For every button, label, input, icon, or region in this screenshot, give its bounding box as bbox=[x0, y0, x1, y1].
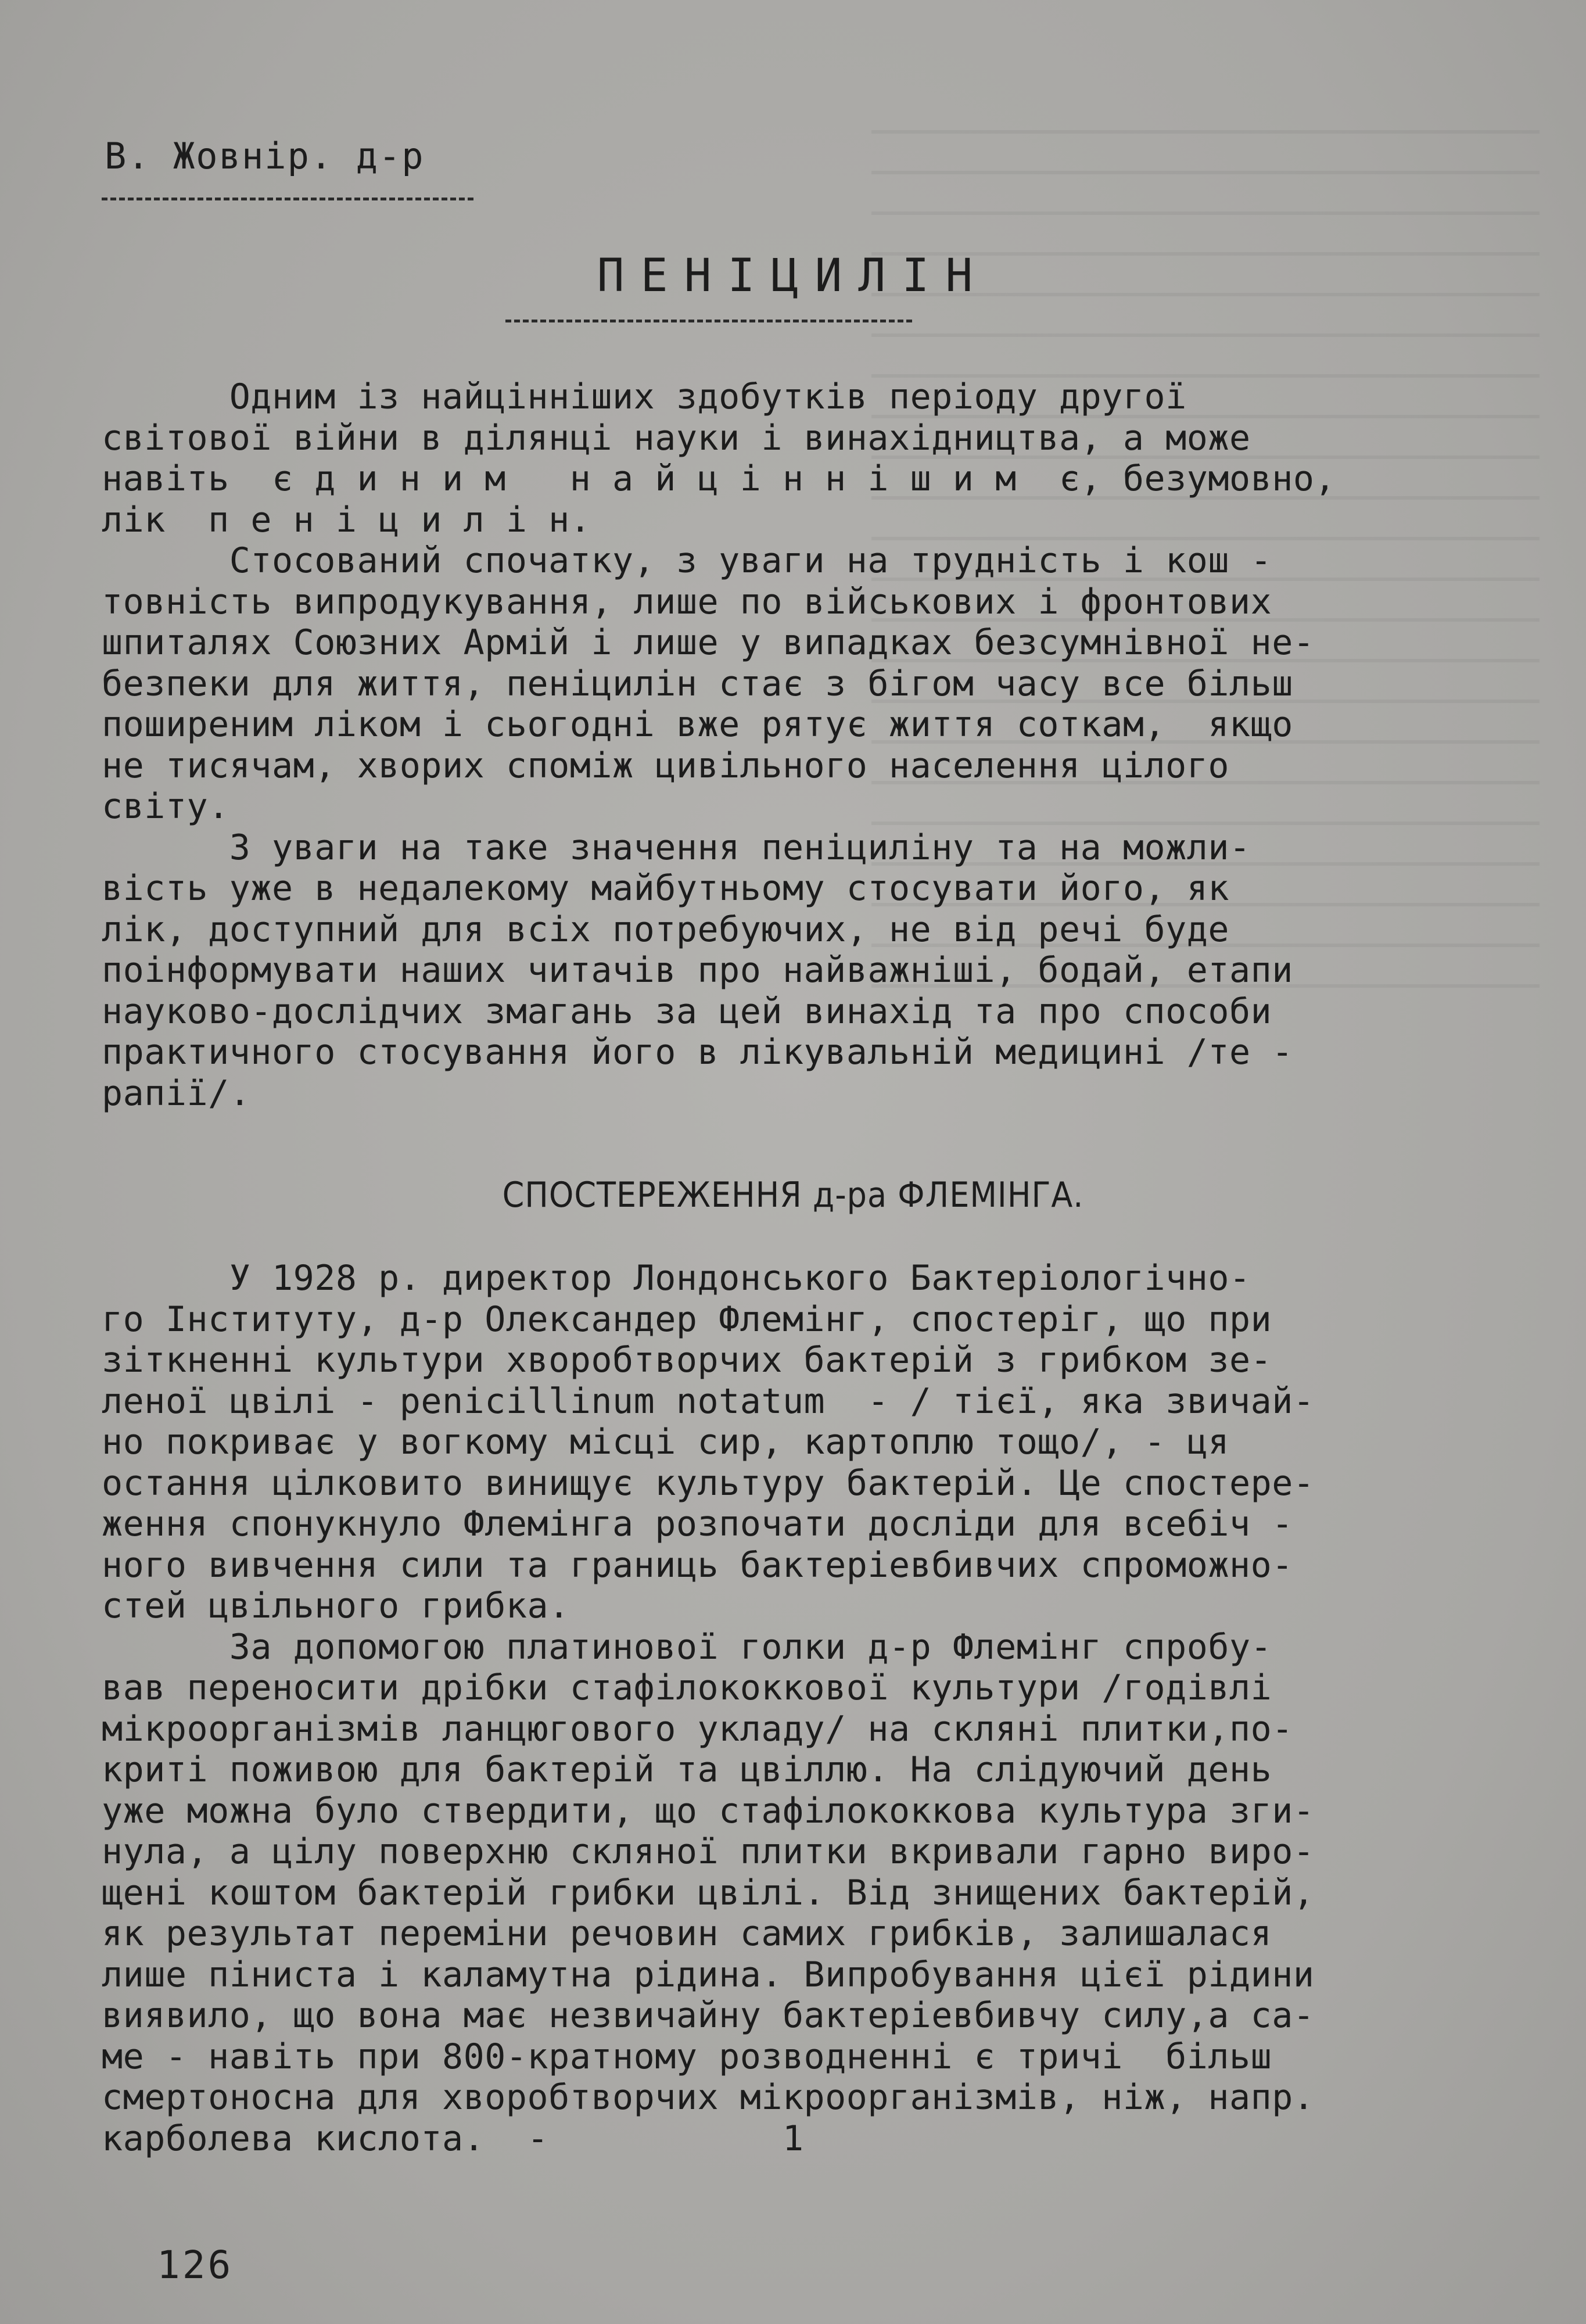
author-underline bbox=[102, 198, 473, 200]
text-line: стей цвільного грибка. bbox=[102, 1586, 570, 1626]
text-line: За допомогою платинової голки д-р Флемінг спробу- bbox=[102, 1626, 1272, 1667]
text-line: ме - навіть при 800-кратному розводненні є тричі більш bbox=[102, 2036, 1272, 2077]
text-line: Стосований спочатку, з уваги на трудність і кош - bbox=[102, 540, 1272, 581]
text-line: як результат переміни речовин самих грибків, залишалася bbox=[102, 1913, 1272, 1954]
text-line: леної цвілі - penicillinum notatum - / тієї, яка звичай- bbox=[102, 1380, 1315, 1422]
text-line: Одним із найцінніших здобутків періоду другої bbox=[102, 376, 1187, 417]
text-line: У 1928 р. директор Лондонського Бактеріологічно- bbox=[102, 1258, 1251, 1299]
text-line: лік п е н і ц и л і н. bbox=[102, 499, 591, 540]
text-line: зіткненні культури хворобтворчих бактерій з грибком зе- bbox=[102, 1340, 1272, 1380]
text-line: го Інституту, д-р Олександер Флемінг, спостеріг, що при bbox=[102, 1299, 1272, 1340]
text-line: виявило, що вона має незвичайну бактеріевбивчу силу,а са- bbox=[102, 1995, 1315, 2036]
text-line: смертоносна для хворобтворчих мікроорганізмів, ніж, напр. bbox=[102, 2077, 1315, 2118]
text-line: криті поживою для бактерій та цвіллю. На слідуючий день bbox=[102, 1749, 1272, 1790]
text-line: нула, а цілу поверхню скляної плитки вкривали гарно виро- bbox=[102, 1831, 1315, 1872]
text-line: уже можна було ствердити, що стафілококкова культура зги- bbox=[102, 1790, 1315, 1831]
text-line: карболева кислота. - 1 bbox=[102, 2118, 804, 2159]
page-title: ПЕНІЦИЛІН bbox=[597, 250, 989, 302]
text-line: ження спонукнуло Флемінга розпочати досліди для всебіч - bbox=[102, 1504, 1293, 1544]
text-line: мікроорганізмів ланцюгового укладу/ на скляні плитки,по- bbox=[102, 1708, 1293, 1749]
text-line: остання цілковито винищує культуру бактерій. Це спостере- bbox=[102, 1462, 1315, 1504]
text-line: практичного стосування його в лікувальній медицині /те - bbox=[102, 1032, 1293, 1073]
text-line: світової війни в ділянці науки і винахідництва, а може bbox=[102, 417, 1251, 458]
main-text-block bbox=[102, 1258, 1508, 2159]
text-line: шпиталях Союзних Армій і лише у випадках безсумнівної не- bbox=[102, 622, 1315, 663]
section-heading: СПОСТЕРЕЖЕННЯ д-ра ФЛЕМІНГА. bbox=[502, 1175, 1084, 1215]
text-line: вав переносити дрібки стафілококкової культури /годівлі bbox=[102, 1667, 1272, 1708]
text-line: ного вивчення сили та границь бактеріевбивчих спроможно- bbox=[102, 1544, 1293, 1586]
author-line: В. Жовнір. д-р bbox=[105, 135, 425, 177]
text-line: рапії/. bbox=[102, 1073, 251, 1114]
title-underline bbox=[505, 320, 912, 322]
text-line: лише піниста і каламутна рідина. Випробування цієї рідини bbox=[102, 1954, 1315, 1995]
intro-text-block bbox=[102, 376, 1508, 1114]
text-line: світу. bbox=[102, 786, 229, 827]
text-line: товність випродукування, лише по військових і фронтових bbox=[102, 581, 1272, 622]
text-line: навіть є д и н и м н а й ц і н н і ш и м є, безумовно, bbox=[102, 458, 1336, 499]
text-line: поширеним ліком і сьогодні вже рятує життя соткам, якщо bbox=[102, 704, 1293, 745]
text-line: щені коштом бактерій грибки цвілі. Від знищених бактерій, bbox=[102, 1872, 1315, 1913]
text-line: науково-дослідчих змагань за цей винахід та про способи bbox=[102, 991, 1272, 1032]
text-line: безпеки для життя, пеніцилін стає з бігом часу все більш bbox=[102, 663, 1293, 704]
text-line: вість уже в недалекому майбутньому стосувати його, як bbox=[102, 868, 1230, 909]
text-line: но покриває у вогкому місці сир, картоплю тощо/, - ця bbox=[102, 1422, 1230, 1462]
text-line: поінформувати наших читачів про найважніші, бодай, етапи bbox=[102, 950, 1293, 991]
text-line: З уваги на таке значення пеніциліну та на можли- bbox=[102, 827, 1251, 868]
text-line: лік, доступний для всіх потребуючих, не від речі буде bbox=[102, 909, 1230, 950]
text-line: не тисячам, хворих споміж цивільного населення цілого bbox=[102, 745, 1230, 786]
page-number: 126 bbox=[157, 2243, 234, 2287]
